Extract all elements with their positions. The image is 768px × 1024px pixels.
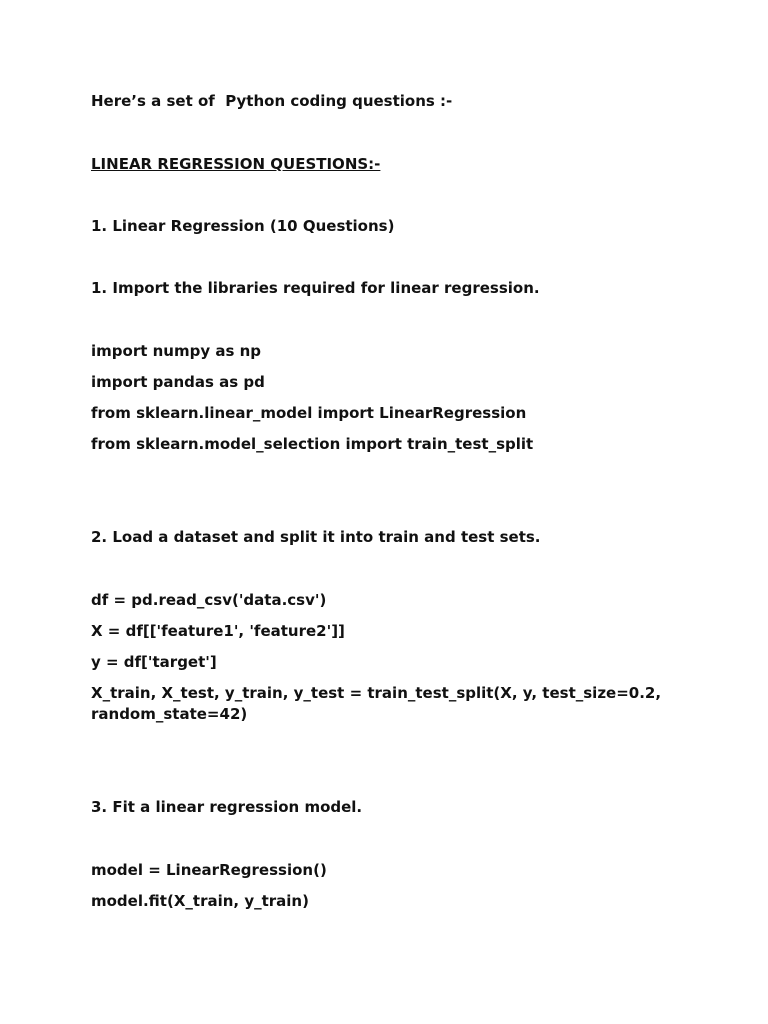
code-line: model.fit(X_train, y_train) (91, 892, 309, 910)
code-line: import pandas as pd (91, 373, 265, 391)
question-2-title: 2. Load a dataset and split it into train and test sets. (91, 528, 541, 546)
code-line: df = pd.read_csv('data.csv') (91, 591, 327, 609)
subsection-heading: 1. Linear Regression (10 Questions) (91, 217, 395, 235)
code-line: from sklearn.linear_model import LinearRegression (91, 404, 527, 422)
code-line: import numpy as np (91, 342, 262, 360)
code-line: y = df['target'] (91, 653, 217, 671)
code-line: model = LinearRegression() (91, 861, 327, 879)
section-heading: LINEAR REGRESSION QUESTIONS:- (91, 155, 381, 173)
question-3-title: 3. Fit a linear regression model. (91, 798, 363, 816)
question-1-title: 1. Import the libraries required for linear regression. (91, 279, 540, 297)
code-line: X = df[['feature1', 'feature2']] (91, 622, 345, 640)
code-line: from sklearn.model_selection import train_test_split (91, 435, 534, 453)
intro-text: Here’s a set of Python coding questions :- (91, 92, 453, 110)
code-line-wrapped: X_train, X_test, y_train, y_test = train_test_split(X, y, test_size=0.2, random_state=42) (91, 684, 667, 723)
